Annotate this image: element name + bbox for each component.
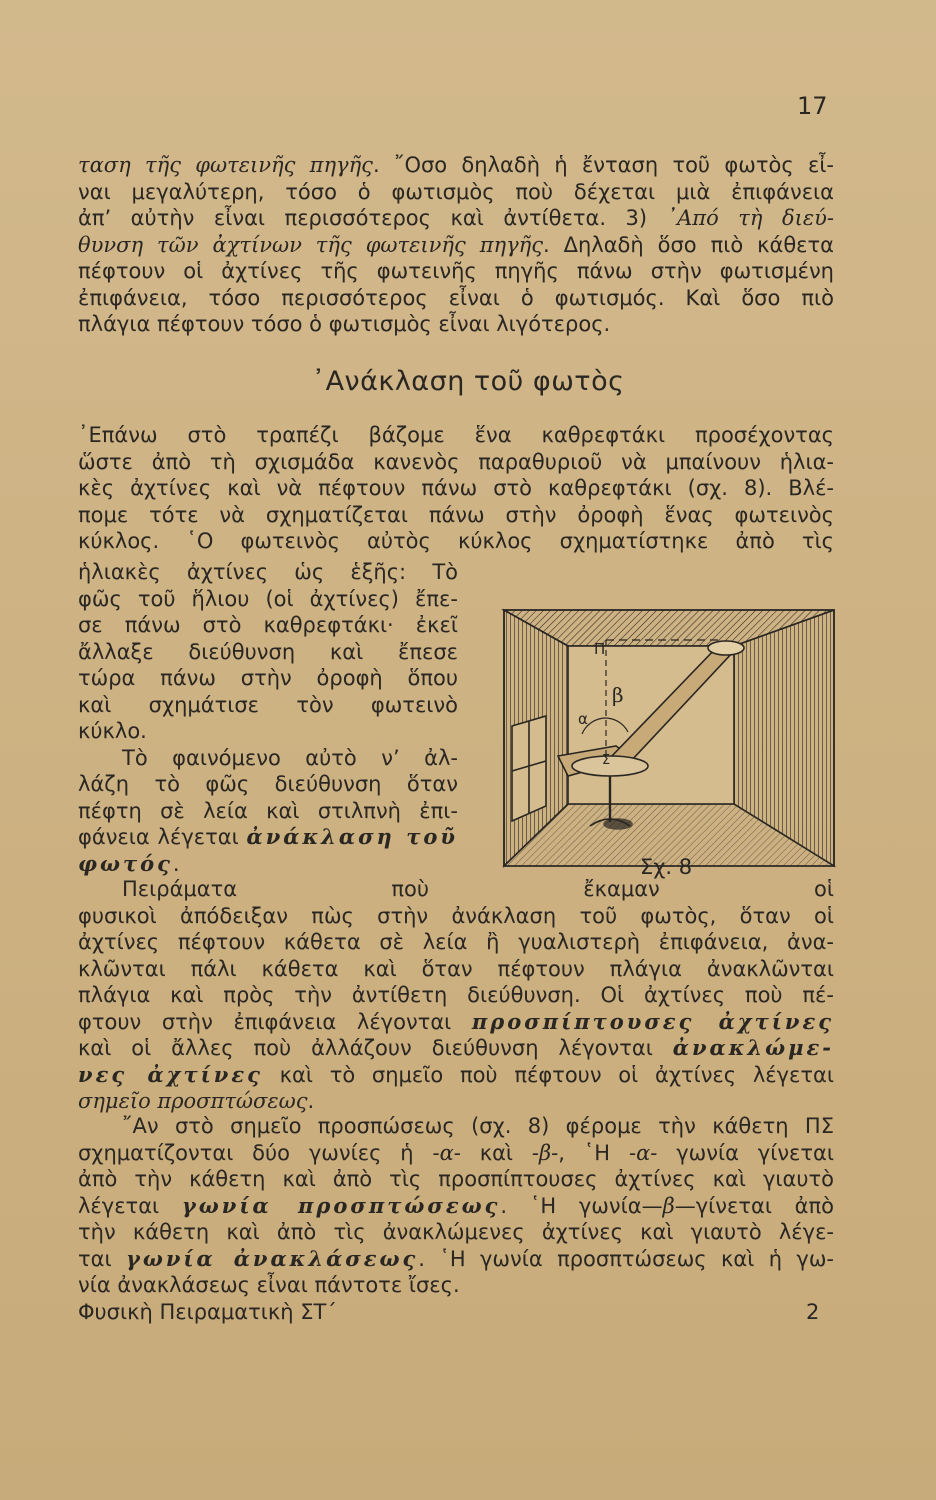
text-span: λέγεται (78, 1193, 182, 1218)
emphasis-span: ᾿Από τὴ διεύ- (666, 206, 834, 230)
text-span: . (307, 1089, 315, 1113)
text-span: καὶ τὸ σημεῖο ποὺ πέφτουν οἱ ἀχτίνες λέγεται (262, 1062, 834, 1087)
emphasis-span: ἀνακλώμε- (672, 1035, 834, 1060)
text-line (78, 1193, 834, 1220)
text-span: κύκλο. (78, 719, 147, 743)
text-span: καὶ οἱ ἄλλες ποὺ ἀλλάζουν διεύθυνση λέγονται (78, 1036, 673, 1060)
text-line (78, 929, 834, 956)
text-span: Πειράματα ποὺ ἔκαμαν οἱ (122, 877, 834, 901)
text-line (78, 718, 458, 745)
text-line (78, 1140, 834, 1167)
text-span: καὶ (460, 1140, 532, 1165)
text-span: φάνεια λέγεται (78, 825, 247, 849)
text-line (78, 745, 458, 772)
text-line (78, 612, 458, 639)
text-span: πλάγια καὶ πρὸς τὴν ἀντίθετη διεύθυνση. Οἱ ἀχτίνες ποὺ πέ- (78, 983, 834, 1007)
text-span: ῎Αν στὸ σημεῖο προσπώσεως (σχ. 8) φέρομε τὴν κάθετη ΠΣ (122, 1114, 834, 1138)
text-line (78, 1272, 834, 1299)
emphasis-span: ταση τῆς φωτεινῆς πηγῆς (78, 153, 373, 177)
text-span: . ῎Οσο δηλαδὴ ἡ ἔνταση τοῦ φωτὸς εἶ- (372, 153, 834, 177)
table-shadow (604, 819, 632, 829)
paragraph-angles (78, 1113, 834, 1299)
emphasis-span: θυνση τῶν ἀχτίνων τῆς φωτεινῆς πηγῆς (78, 232, 543, 257)
section-heading: ᾿Ανάκλαση τοῦ φωτὸς (311, 366, 625, 397)
text-line (78, 1166, 834, 1193)
text-span: νία ἀνακλάσεως εἶναι πάντοτε ἴσες. (78, 1273, 460, 1297)
text-line (78, 876, 834, 903)
text-span: σχηματίζονται δύο γωνίες ἡ (78, 1140, 433, 1165)
text-line (78, 1088, 834, 1115)
text-span: τὴν κάθετη καὶ ἀπὸ τὶς ἀνακλώμενες ἀχτίνες καὶ γιαυτὸ λέγε- (78, 1220, 834, 1244)
text-span: , ῾Η (558, 1140, 629, 1165)
text-line (78, 232, 834, 259)
emphasis-span: -α- (628, 1140, 658, 1165)
emphasis-span: νες ἀχτίνες (78, 1061, 263, 1087)
text-span: Τὸ φαινόμενο αὐτὸ ν’ ἀλ- (122, 745, 458, 770)
text-span: ται (78, 1246, 126, 1271)
emphasis-span: φωτός (78, 850, 173, 876)
text-line (78, 639, 458, 666)
emphasis-span: προσπίπτουσες ἀχτίνες (471, 1008, 835, 1034)
text-span: . ῾Η γωνία προσπτώσεως καὶ ἡ γω- (418, 1246, 834, 1271)
text-line (78, 152, 834, 179)
text-span: κύκλος. ῾Ο φωτεινὸς αὐτὸς κύκλος σχηματίστηκε ἀπὸ τὶς (78, 529, 834, 553)
text-span: —γίνεται ἀπὸ (674, 1193, 835, 1218)
text-line (78, 982, 834, 1009)
figure-reflection-room (498, 606, 838, 876)
text-span: ἀπ’ αὐτὴν εἶναι περισσότερος καὶ ἀντίθετα. 3) (78, 206, 667, 230)
text-span: . (172, 851, 180, 876)
text-line (78, 528, 834, 555)
emphasis-span: σημεῖο προσπτώσεως (78, 1089, 308, 1113)
emphasis-span: -α- (432, 1140, 461, 1165)
text-span: πλάγια πέφτουν τόσο ὁ φωτισμὸς εἶναι λιγότερος. (78, 312, 611, 336)
page-number: 17 (797, 92, 828, 120)
paragraph-wrap-around-figure (78, 559, 458, 877)
light-spot (708, 641, 744, 655)
text-line (78, 824, 458, 851)
text-span: γωνία γίνεται (657, 1140, 834, 1165)
text-line (78, 692, 458, 719)
text-span: πομε τότε νὰ σχηματίζεται πάνω στὴν ὀροφὴ ἕνας φωτεινὸς (78, 502, 834, 527)
room-drawing (504, 610, 834, 866)
footer-sheet-number: 2 (806, 1300, 820, 1324)
footer-book-title: Φυσικὴ Πειραματικὴ ΣΤ΄ (78, 1300, 337, 1324)
text-line (78, 311, 834, 338)
text-line (78, 475, 834, 502)
text-span: φτουν στὴν ἐπιφάνεια λέγονται (78, 1009, 472, 1034)
label-pi: Π (594, 640, 606, 658)
text-span: ὥστε ἀπὸ τὴ σχισμάδα κανενὸς παραθυριοῦ νὰ μπαίνουν ἡλια- (78, 449, 834, 474)
paragraph-reflection-law (78, 876, 834, 1115)
text-span: πέφτουν οἱ ἀχτίνες τῆς φωτεινῆς πηγῆς πάνω στὴν φωτισμένη (78, 259, 834, 283)
text-line (78, 665, 458, 692)
figure-caption: Σχ. 8 (640, 855, 693, 879)
emphasis-span: β (662, 1193, 675, 1218)
text-line (78, 586, 458, 613)
text-line (78, 1062, 834, 1089)
text-span: τώρα πάνω στὴν ὀροφὴ ὅπου (78, 666, 458, 690)
text-line (78, 956, 834, 983)
text-span: . ῾Η γωνία— (500, 1193, 663, 1218)
text-line (78, 449, 834, 476)
text-span: σε πάνω στὸ καθρεφτάκι· ἐκεῖ (78, 613, 458, 637)
text-line (78, 179, 834, 206)
text-span: ἀπὸ τὴν κάθετη καὶ ἀπὸ τὶς προσπίπτουσες ἀχτίνες καὶ γιαυτὸ (78, 1167, 834, 1191)
text-span: πέφτη σὲ λεία καὶ στιλπνὴ ἐπι- (78, 798, 458, 823)
text-span: κὲς ἀχτίνες καὶ νὰ πέφτουν πάνω στὸ καθρεφτάκι (σχ. 8). Βλέ- (78, 476, 834, 500)
text-span: φυσικοὶ ἀπόδειξαν πὼς στὴν ἀνάκλαση τοῦ φωτὸς, ὅταν οἱ (78, 903, 834, 928)
text-line (78, 559, 458, 586)
text-span: κλῶνται πάλι κάθετα καὶ ὅταν πέφτουν πλάγια ἀνακλῶνται (78, 956, 834, 981)
text-line (78, 1035, 834, 1062)
text-span: . Δηλαδὴ ὅσο πιὸ κάθετα (542, 232, 834, 257)
text-line (78, 903, 834, 930)
text-span: ἀχτίνες πέφτουν κάθετα σὲ λεία ἢ γυαλιστερὴ ἐπιφάνεια, ἀνα- (78, 930, 834, 954)
label-alpha: α (578, 710, 588, 728)
text-line (78, 771, 458, 798)
emphasis-span: γωνία προσπτώσεως (181, 1192, 501, 1218)
text-span: ἄλλαξε διεύθυνση καὶ ἔπεσε (78, 639, 458, 664)
text-span: ἡλιακὲς ἀχτίνες ὡς ἑξῆς: Τὸ (78, 560, 458, 584)
text-span: φῶς τοῦ ἥλιου (οἱ ἀχτίνες) ἔπε- (78, 586, 458, 611)
text-line (78, 1113, 834, 1140)
text-line (78, 285, 834, 312)
text-line (78, 1009, 834, 1036)
text-line (78, 205, 834, 232)
text-span: λάζη τὸ φῶς διεύθυνση ὅταν (78, 772, 458, 796)
emphasis-span: ἀνάκλαση τοῦ (246, 824, 458, 849)
text-span: ναι μεγαλύτερη, τόσο ὁ φωτισμὸς ποὺ δέχεται μιὰ ἐπιφάνεια (78, 179, 834, 204)
text-line (78, 1246, 834, 1273)
text-span: καὶ σχημάτισε τὸν φωτεινὸ (78, 692, 458, 717)
text-span: ἐπιφάνεια, τόσο περισσότερος εἶναι ὁ φωτισμός. Καὶ ὅσο πιὸ (78, 285, 834, 310)
text-span: ᾿Επάνω στὸ τραπέζι βάζομε ἕνα καθρεφτάκι προσέχοντας (78, 423, 834, 447)
emphasis-span: -β- (531, 1140, 559, 1165)
text-line (78, 1219, 834, 1246)
paragraph-light-intensity (78, 152, 834, 338)
text-line (78, 422, 834, 449)
paragraph-mirror-experiment (78, 422, 834, 555)
text-line (78, 798, 458, 825)
text-line (78, 258, 834, 285)
label-sigma: Σ (602, 753, 611, 768)
label-beta: β (612, 683, 624, 707)
text-line (78, 851, 458, 878)
emphasis-span: γωνία ἀνακλάσεως (125, 1245, 419, 1271)
text-line (78, 502, 834, 529)
